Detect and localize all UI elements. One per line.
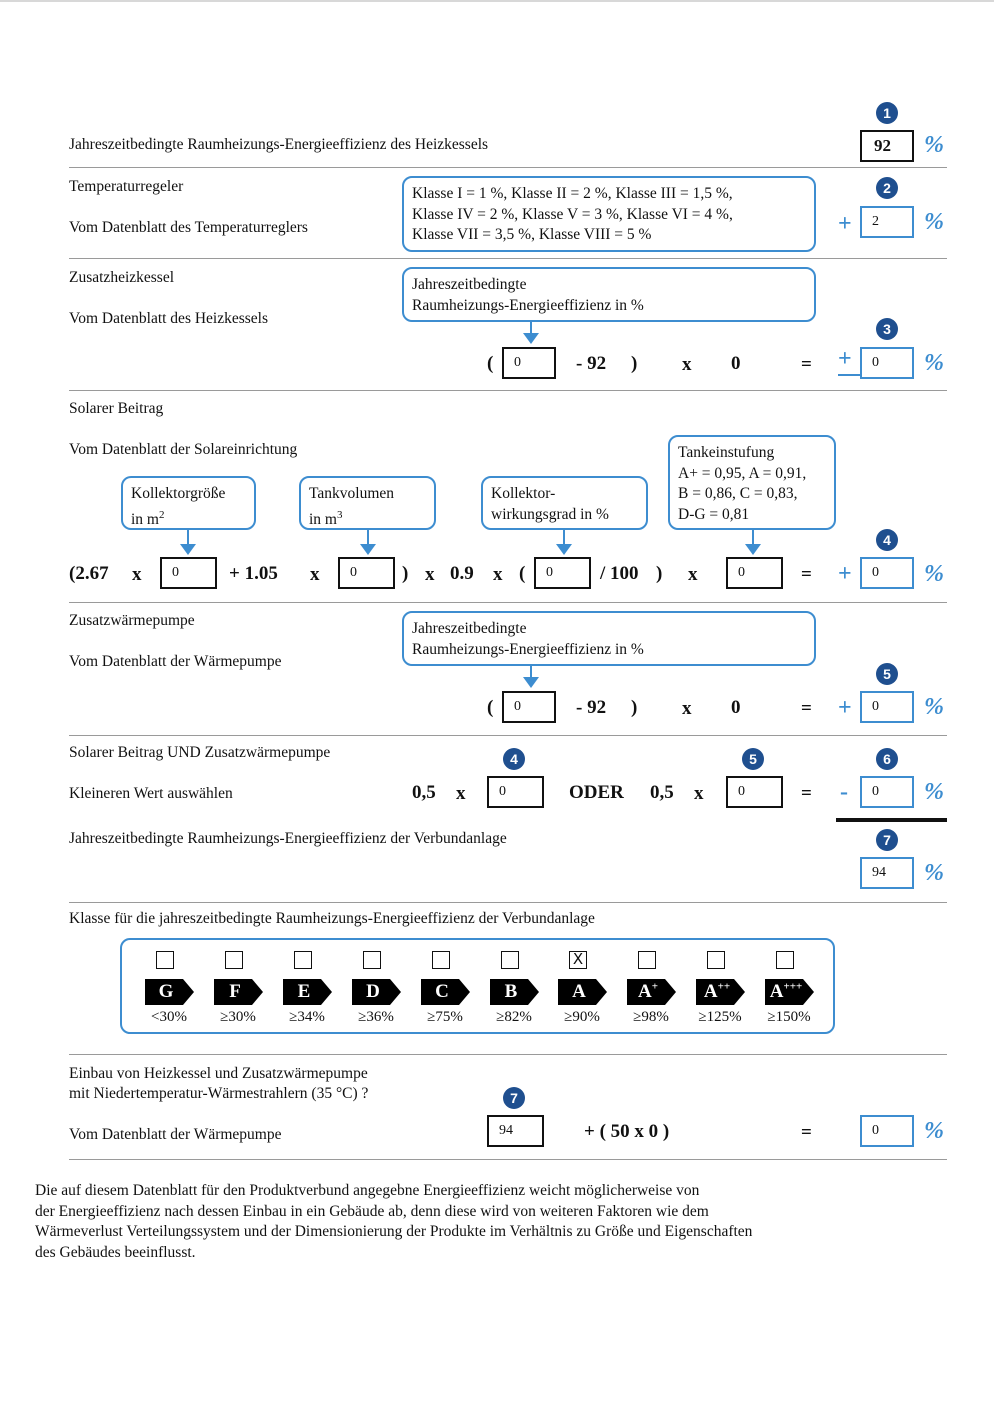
- paren-open: (: [519, 563, 526, 584]
- times-sign: x: [493, 564, 503, 585]
- paren-open: (: [487, 697, 494, 718]
- step-badge-3: 3: [876, 318, 898, 340]
- class-threshold: ≥82%: [496, 1009, 532, 1025]
- efficiency-callout: [402, 267, 816, 322]
- row6-input-2[interactable]: 0: [726, 776, 783, 808]
- row9-label-line2: mit Niedertemperatur-Wärmestrahlern (35 °C) ?: [69, 1085, 369, 1102]
- controller-class-callout: [402, 176, 816, 252]
- times-sign: x: [688, 564, 698, 585]
- row3-minus-value: - 92: [576, 353, 607, 374]
- step-badge-6: 6: [876, 748, 898, 770]
- class-checkbox-aplusplus[interactable]: [707, 951, 725, 969]
- callout-line: in $m^2$: [131, 508, 165, 528]
- percent-sign: %: [924, 209, 944, 235]
- class-checkbox-d[interactable]: [363, 951, 381, 969]
- row-divider: [69, 602, 947, 603]
- footer-line: der Energieeffizienz nach dessen Einbau in ein Gebäude ab, denn diese wird von weiteren Faktoren wie dem: [35, 1202, 709, 1220]
- solar-factor-1: (2.67: [69, 563, 109, 584]
- class-threshold: ≥125%: [698, 1009, 742, 1025]
- collector-efficiency-input[interactable]: 0: [534, 557, 591, 589]
- row3-label: Zusatzheizkessel: [69, 269, 175, 286]
- row6-input-1[interactable]: 0: [487, 776, 544, 808]
- solar-factor-3: 0.9: [450, 563, 474, 584]
- class-arrow-c: C: [421, 979, 470, 1005]
- class-arrow-e: E: [283, 979, 332, 1005]
- plus-sign: +: [838, 211, 852, 237]
- step-badge-7: 7: [503, 1087, 525, 1109]
- row-divider: [69, 167, 947, 168]
- plus-sign: +: [838, 346, 852, 372]
- step-badge-7: 7: [876, 829, 898, 851]
- times-sign: x: [132, 564, 142, 585]
- footer-line: Die auf diesem Datenblatt für den Produktverbund angegebne Energieeffizienz weicht möglicherweise von: [35, 1182, 700, 1199]
- row2-sublabel: Vom Datenblatt des Temperaturreglers: [69, 219, 308, 236]
- collector-size-callout: [121, 476, 256, 530]
- callout-line: Raumheizungs-Energieeffizienz in %: [412, 296, 644, 314]
- paren-close: ): [631, 353, 638, 374]
- times-sign: x: [694, 783, 704, 804]
- class-checkbox-f[interactable]: [225, 951, 243, 969]
- arrow-down-icon: [367, 530, 369, 546]
- class-checkbox-a[interactable]: X: [569, 951, 587, 969]
- percent-sign: %: [924, 561, 944, 587]
- times-sign: x: [682, 354, 692, 375]
- arrow-down-icon: [187, 530, 189, 546]
- percent-sign: %: [924, 1118, 944, 1144]
- footer-line: Wärmeverlust Verteilungssystem und der Dimensionierung der Produkte im Verhältnis zu Größe und Eigenschaften: [35, 1223, 753, 1240]
- class-checkbox-e[interactable]: [294, 951, 312, 969]
- arrow-down-icon: [752, 530, 754, 546]
- row-divider: [69, 1159, 947, 1160]
- class-arrow-f: F: [214, 979, 263, 1005]
- class-arrow-aplusplusplus: A+++: [765, 979, 814, 1005]
- callout-line: in $m^3$: [309, 508, 343, 528]
- row8-label: Klasse für die jahreszeitbedingte Raumheizungs-Energieeffizienz der Verbundanlage: [69, 910, 595, 927]
- callout-line: wirkungsgrad in %: [491, 505, 609, 523]
- row4-value-box[interactable]: 0: [860, 557, 914, 589]
- solar-factor-4: / 100: [600, 563, 639, 584]
- arrow-down-icon: [530, 666, 532, 679]
- class-checkbox-g[interactable]: [156, 951, 174, 969]
- class-threshold: <30%: [151, 1009, 187, 1025]
- callout-line: Klasse I = 1 %, Klasse II = 2 %, Klasse III = 1,5 %,: [412, 185, 733, 202]
- row3-value-box[interactable]: 0: [860, 347, 914, 379]
- row3-factor: 0: [731, 353, 741, 374]
- class-threshold: ≥150%: [767, 1009, 811, 1025]
- row6-label: Solarer Beitrag UND Zusatzwärmepumpe: [69, 744, 331, 761]
- row-divider: [69, 1054, 947, 1055]
- row-divider: [69, 902, 947, 903]
- equals-sign: =: [801, 354, 812, 375]
- solar-factor-2: + 1.05: [229, 563, 278, 584]
- class-arrow-aplus: A+: [627, 979, 676, 1005]
- row1-value-box[interactable]: 92: [860, 130, 914, 162]
- efficiency-callout: [402, 611, 816, 666]
- percent-sign: %: [924, 860, 944, 886]
- row-divider: [69, 390, 947, 391]
- row2-label: Temperaturregeler: [69, 178, 184, 195]
- step-badge-4: 4: [876, 529, 898, 551]
- half-factor: 0,5: [412, 782, 436, 803]
- row6-sublabel: Kleineren Wert auswählen: [69, 785, 233, 802]
- row-divider: [69, 258, 947, 259]
- row9-sublabel: Vom Datenblatt der Wärmepumpe: [69, 1126, 282, 1143]
- step-badge-2: 2: [876, 177, 898, 199]
- row1-label: Jahreszeitbedingte Raumheizungs-Energieeffizienz des Heizkessels: [69, 136, 489, 153]
- callout-line: Raumheizungs-Energieeffizienz in %: [412, 640, 644, 658]
- row7-label: Jahreszeitbedingte Raumheizungs-Energieeffizienz der Verbundanlage: [69, 830, 507, 847]
- class-threshold: ≥75%: [427, 1009, 463, 1025]
- row5-value-box[interactable]: 0: [860, 691, 914, 723]
- plus-sign: +: [838, 695, 852, 721]
- class-arrow-a: A: [558, 979, 607, 1005]
- paren-close: ): [656, 563, 663, 584]
- sum-rule: [836, 818, 947, 822]
- class-checkbox-b[interactable]: [501, 951, 519, 969]
- callout-line: A+ = 0,95, A = 0,91,: [678, 464, 807, 482]
- row9-label-line1: Einbau von Heizkessel und Zusatzwärmepumpe: [69, 1065, 368, 1082]
- class-threshold: ≥90%: [564, 1009, 600, 1025]
- footer-note: [35, 1181, 752, 1263]
- row5-input-box[interactable]: 0: [502, 691, 556, 723]
- tank-class-input[interactable]: 0: [726, 557, 783, 589]
- callout-line: B = 0,86, C = 0,83,: [678, 485, 798, 502]
- callout-line: Tankvolumen: [309, 485, 395, 502]
- class-threshold: ≥30%: [220, 1009, 256, 1025]
- row4-label: Solarer Beitrag: [69, 400, 164, 417]
- paren-close: ): [631, 697, 638, 718]
- arrow-down-icon: [563, 530, 565, 546]
- class-arrow-g: G: [145, 979, 194, 1005]
- callout-line: Tankeinstufung: [678, 444, 775, 461]
- row9-input-box[interactable]: 94: [487, 1115, 544, 1147]
- step-badge-5: 5: [876, 663, 898, 685]
- percent-sign: %: [924, 694, 944, 720]
- callout-line: Kollektorgröße: [131, 485, 226, 502]
- underline-mark: [838, 374, 862, 376]
- percent-sign: %: [924, 350, 944, 376]
- minus-sign: -: [840, 779, 848, 805]
- row9-formula: + ( 50 x 0 ): [584, 1121, 670, 1142]
- row4-sublabel: Vom Datenblatt der Solareinrichtung: [69, 441, 298, 458]
- row3-input-box[interactable]: 0: [502, 347, 556, 379]
- callout-line: Kollektor-: [491, 485, 556, 502]
- step-badge-1: 1: [876, 102, 898, 124]
- class-threshold: ≥34%: [289, 1009, 325, 1025]
- times-sign: x: [682, 698, 692, 719]
- row7-value-box[interactable]: 94: [860, 857, 914, 889]
- percent-sign: %: [924, 132, 944, 158]
- row5-sublabel: Vom Datenblatt der Wärmepumpe: [69, 653, 282, 670]
- collector-size-input[interactable]: 0: [160, 557, 217, 589]
- row5-factor: 0: [731, 697, 741, 718]
- class-threshold: ≥98%: [633, 1009, 669, 1025]
- top-divider: [0, 0, 994, 2]
- paren-open: (: [487, 353, 494, 374]
- footer-line: des Gebäudes beeinflusst.: [35, 1243, 196, 1261]
- times-sign: x: [310, 564, 320, 585]
- class-checkbox-aplus[interactable]: [638, 951, 656, 969]
- class-checkbox-aplusplusplus[interactable]: [776, 951, 794, 969]
- row3-sublabel: Vom Datenblatt des Heizkessels: [69, 310, 269, 327]
- tank-class-callout: [668, 435, 836, 530]
- equals-sign: =: [801, 698, 812, 719]
- percent-sign: %: [924, 779, 944, 805]
- row9-value-box[interactable]: 0: [860, 1115, 914, 1147]
- tank-volume-input[interactable]: 0: [338, 557, 395, 589]
- collector-efficiency-callout: [481, 476, 648, 530]
- times-sign: x: [425, 564, 435, 585]
- equals-sign: =: [801, 1122, 812, 1143]
- callout-line: D-G = 0,81: [678, 505, 750, 523]
- step-badge-5: 5: [742, 748, 764, 770]
- or-label: ODER: [569, 782, 624, 803]
- tank-volume-callout: [299, 476, 436, 530]
- class-arrow-aplusplus: A++: [696, 979, 745, 1005]
- row6-value-box[interactable]: 0: [860, 776, 914, 808]
- row2-value-box[interactable]: 2: [860, 206, 914, 238]
- step-badge-4: 4: [503, 748, 525, 770]
- callout-line: Jahreszeitbedingte: [412, 620, 527, 637]
- callout-line: Klasse VII = 3,5 %, Klasse VIII = 5 %: [412, 226, 652, 243]
- callout-line: Klasse IV = 2 %, Klasse V = 3 %, Klasse VI = 4 %,: [412, 205, 733, 223]
- half-factor: 0,5: [650, 782, 674, 803]
- class-arrow-b: B: [490, 979, 539, 1005]
- plus-sign: +: [838, 561, 852, 587]
- class-checkbox-c[interactable]: [432, 951, 450, 969]
- row5-minus-value: - 92: [576, 697, 607, 718]
- callout-line: Jahreszeitbedingte: [412, 276, 527, 293]
- class-arrow-d: D: [352, 979, 401, 1005]
- times-sign: x: [456, 783, 466, 804]
- class-threshold: ≥36%: [358, 1009, 394, 1025]
- arrow-down-icon: [530, 322, 532, 335]
- row5-label: Zusatzwärmepumpe: [69, 612, 195, 629]
- row-divider: [69, 735, 947, 736]
- paren-close: ): [402, 563, 409, 584]
- equals-sign: =: [801, 783, 812, 804]
- equals-sign: =: [801, 564, 812, 585]
